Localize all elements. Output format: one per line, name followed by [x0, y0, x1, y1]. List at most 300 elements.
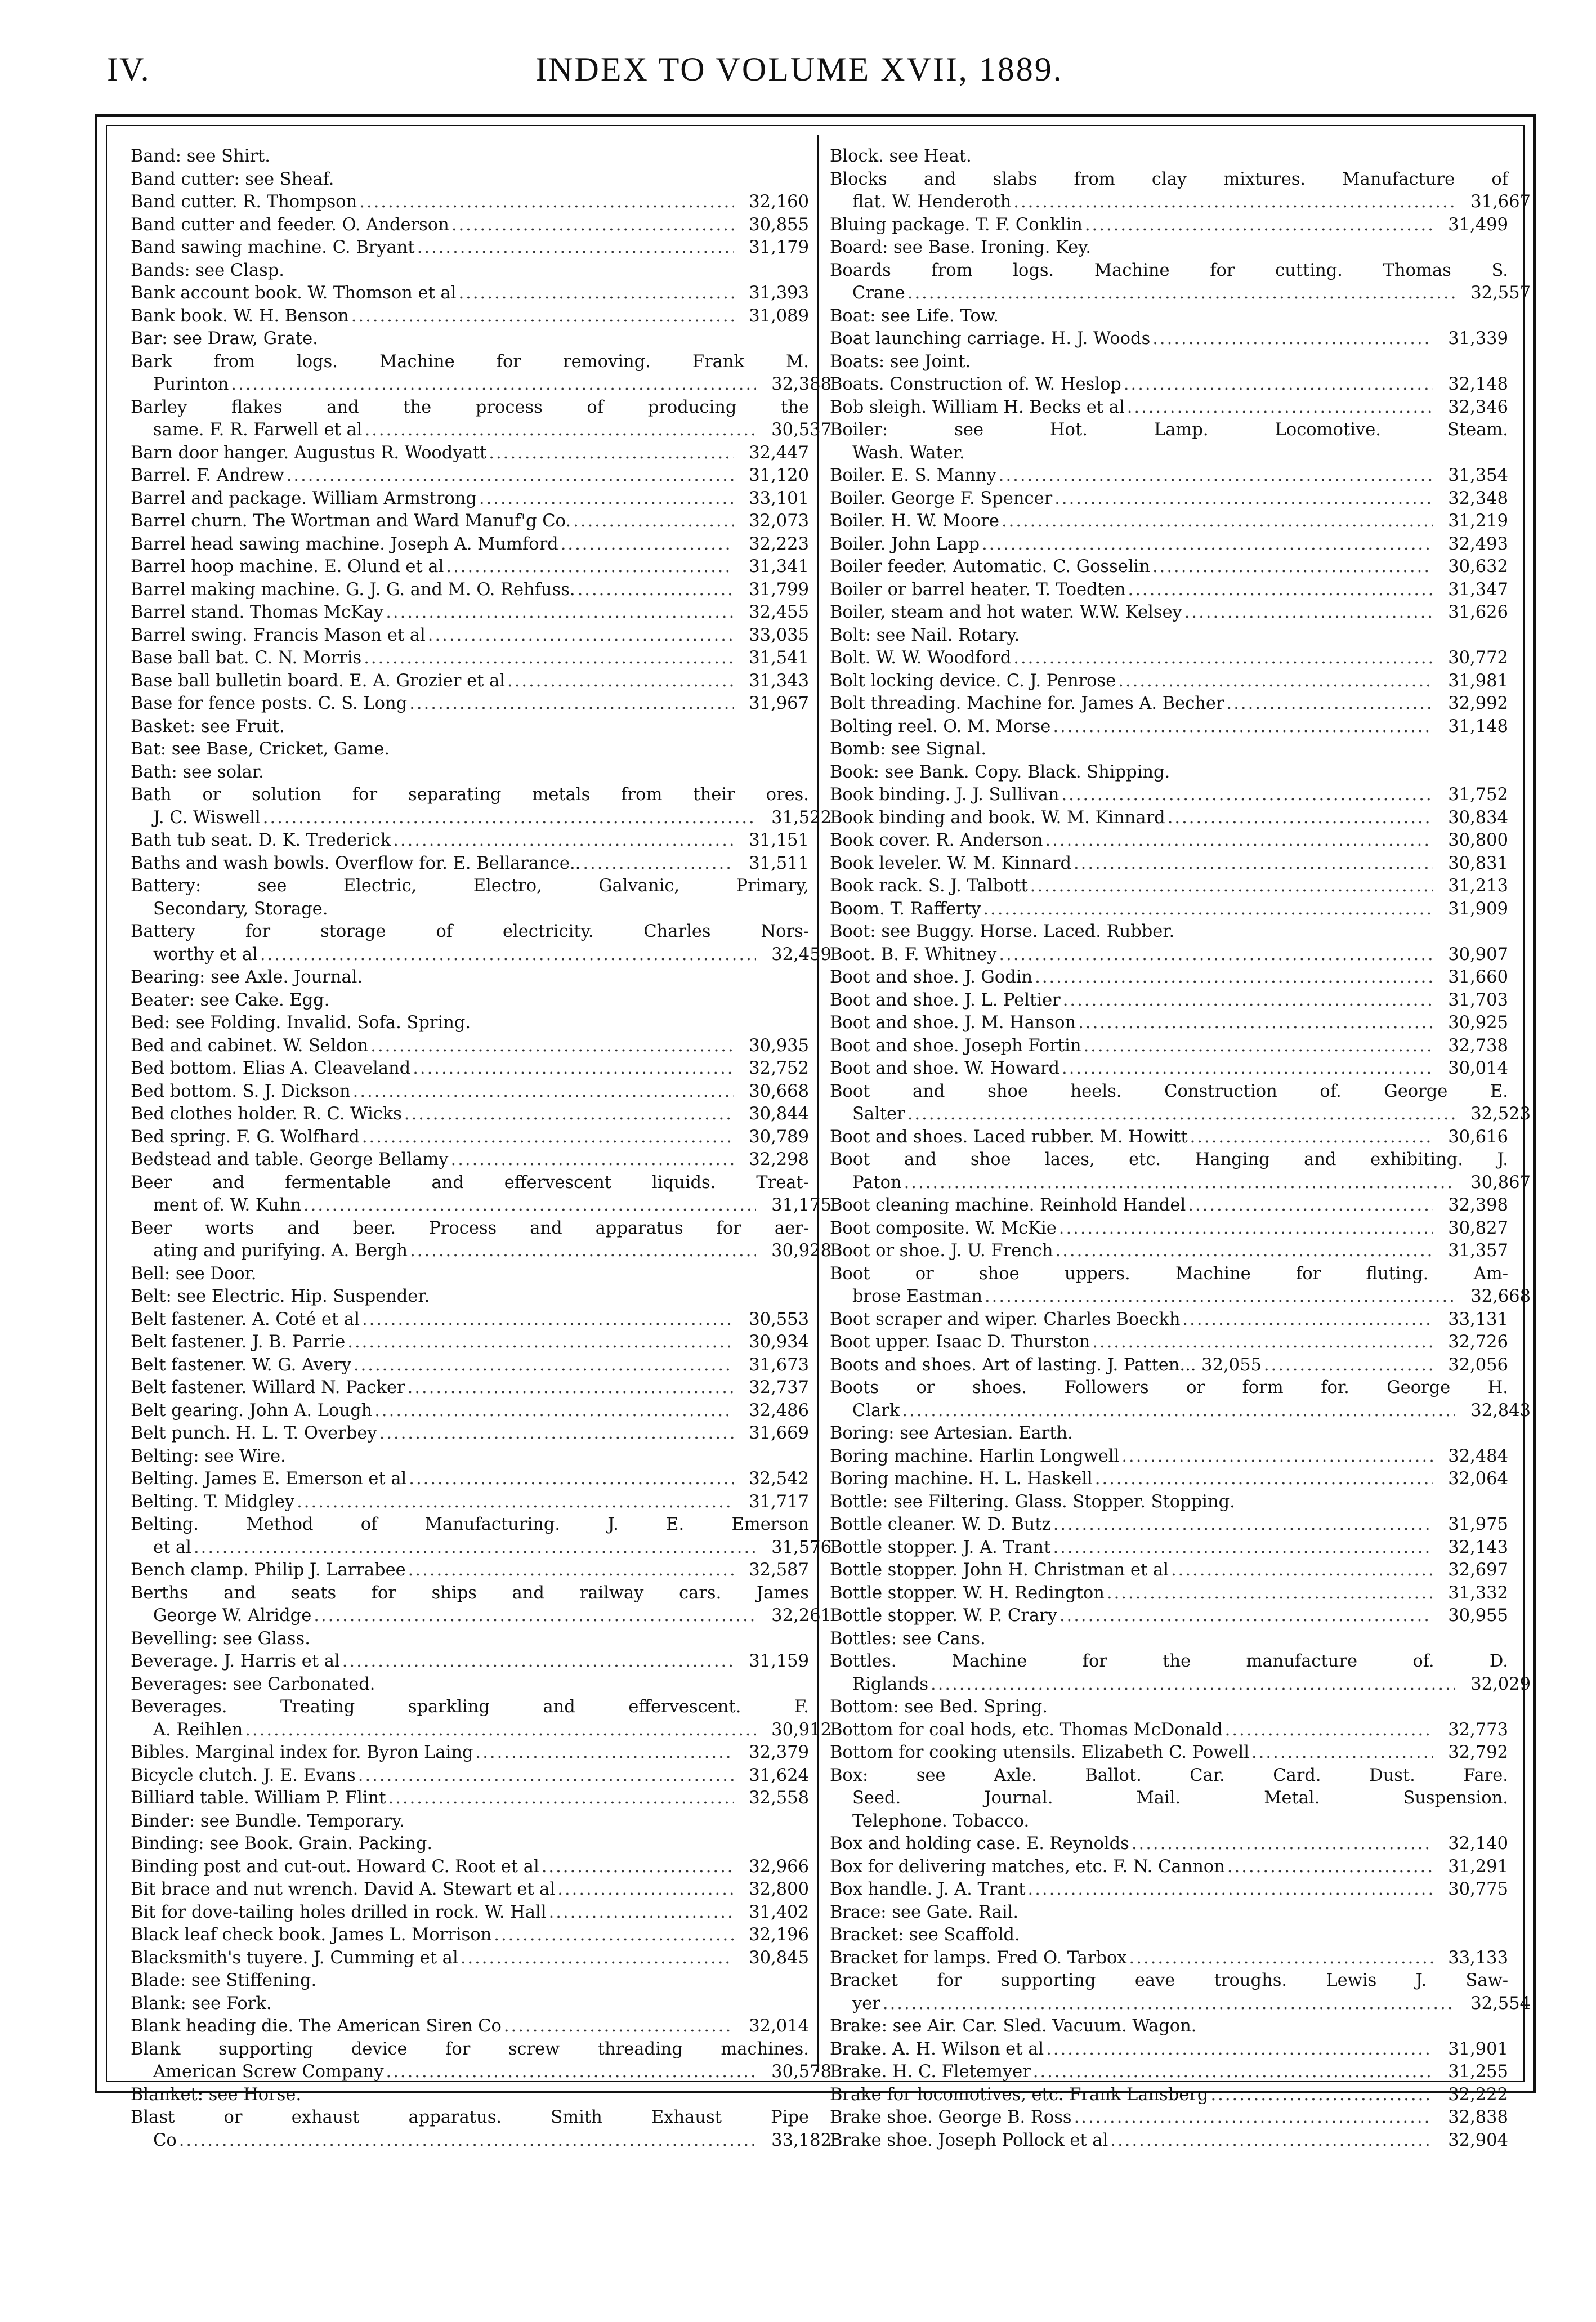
entry-text: Crane: [852, 283, 905, 303]
entry-text: Brake for locomotives, etc. Frank Lansberg: [830, 2084, 1209, 2105]
patent-number: 32,447: [749, 443, 809, 463]
entry-text: Box handle. J. A. Trant: [830, 1879, 1026, 1899]
index-entry: [830, 1947, 1508, 1970]
patent-number: 31,402: [749, 1902, 809, 1922]
patent-number: 32,587: [749, 1560, 809, 1580]
leader-dots: [476, 1742, 734, 1765]
entry-text: Boat launching carriage. H. J. Woods: [830, 329, 1151, 349]
cross-reference: Bell: see Door.: [131, 1263, 257, 1284]
index-entry: [131, 2015, 809, 2038]
index-entry: [131, 1559, 809, 1582]
leader-dots: [1227, 1856, 1433, 1879]
entry-text: J. C. Wiswell: [153, 807, 261, 828]
index-entry: [131, 191, 809, 214]
index-entry: [830, 944, 1508, 967]
leader-dots: [1182, 1309, 1433, 1332]
index-entry: [830, 693, 1508, 716]
entry-text: Boot and shoe. J. Godin: [830, 967, 1033, 987]
index-entry-line: Beer worts and beer. Process and apparatus for aer-: [131, 1218, 809, 1238]
leader-dots: [353, 1080, 734, 1104]
patent-number: 32,140: [1448, 1834, 1508, 1854]
index-entry: [131, 1901, 809, 1924]
patent-number: 30,912: [771, 1720, 831, 1740]
index-entry: [131, 1787, 809, 1810]
cross-reference: Block. see Heat.: [830, 146, 972, 166]
index-entry: [830, 1103, 1531, 1126]
patent-number: 31,219: [1448, 511, 1508, 531]
patent-number: 30,928: [771, 1241, 831, 1261]
entry-text: Bedstead and table. George Bellamy: [131, 1150, 449, 1169]
entry-text: Bit for dove-tailing holes drilled in rock. W. Hall: [131, 1902, 547, 1922]
leader-dots: [446, 556, 734, 579]
patent-number: 31,660: [1448, 967, 1508, 987]
patent-number: 31,499: [1448, 215, 1508, 235]
patent-number: 31,179: [749, 238, 809, 257]
leader-dots: [1053, 1537, 1433, 1560]
index-entry-line: Beverages. Treating sparkling and effervescent. F.: [131, 1697, 809, 1717]
index-entry: [131, 1194, 831, 1217]
entry-text: Box and holding case. E. Reynolds: [830, 1834, 1129, 1854]
entry-text: American Screw Company: [153, 2062, 384, 2082]
index-entry: [830, 852, 1508, 876]
entry-text: Boiler. H. W. Moore: [830, 511, 999, 531]
entry-text: Bluing package. T. F. Conklin: [830, 215, 1083, 235]
patent-number: 30,632: [1448, 557, 1508, 577]
leader-dots: [388, 1787, 734, 1810]
leader-dots: [404, 1103, 734, 1126]
entry-text: Blacksmith's tuyere. J. Cumming et al: [131, 1948, 458, 1968]
leader-dots: [1061, 784, 1433, 807]
entry-text: Beverage. J. Harris et al: [131, 1651, 340, 1671]
entry-text: Barrel churn. The Wortman and Ward Manuf'g Co.: [131, 511, 571, 531]
leader-dots: [557, 1878, 734, 1901]
leader-dots: [1210, 2084, 1433, 2107]
entry-text: Clark: [852, 1400, 900, 1421]
entry-text: Baths and wash bowls. Overflow for. E. Bellarance..: [131, 853, 581, 873]
leader-dots: [504, 2015, 734, 2038]
leader-dots: [297, 1491, 734, 1514]
leader-dots: [1251, 1742, 1433, 1765]
patent-number: 30,827: [1448, 1218, 1508, 1238]
leader-dots: [507, 670, 734, 693]
leader-dots: [1095, 1468, 1433, 1491]
cross-reference: Band cutter: see Sheaf.: [131, 169, 334, 189]
entry-text: Boot or shoe. J. U. French: [830, 1241, 1053, 1261]
leader-dots: [999, 465, 1433, 488]
leader-dots: [364, 647, 734, 670]
index-entry: [830, 647, 1508, 670]
entry-text: Boring machine. Harlin Longwell: [830, 1446, 1120, 1466]
entry-text: Bibles. Marginal index for. Byron Laing: [131, 1743, 473, 1762]
leader-dots: [413, 1057, 734, 1080]
entry-text: Book rack. S. J. Talbott: [830, 876, 1028, 896]
cross-reference: Blank: see Fork.: [131, 1993, 272, 2013]
patent-number: 30,834: [1448, 807, 1508, 828]
entry-text: Bottle cleaner. W. D. Butz: [830, 1515, 1051, 1534]
patent-number: 31,354: [1448, 466, 1508, 485]
leader-dots: [1053, 716, 1433, 739]
index-column-left: [131, 145, 831, 2152]
entry-text: Bottle stopper. W. H. Redington: [830, 1583, 1105, 1603]
index-entry: [830, 1605, 1508, 1628]
index-entry: [131, 579, 809, 602]
leader-dots: [1054, 488, 1433, 511]
leader-dots: [417, 236, 734, 260]
patent-number: 32,298: [749, 1150, 809, 1169]
index-entry: [830, 1309, 1508, 1332]
index-entry: [131, 670, 809, 693]
entry-text: Barrel making machine. G. J. G. and M. O. Rehfuss.: [131, 579, 575, 600]
entry-text: Book leveler. W. M. Kinnard: [830, 853, 1071, 873]
patent-number: 33,182: [771, 2130, 831, 2150]
entry-text: Paton: [852, 1172, 902, 1193]
entry-text: Boot cleaning machine. Reinhold Handel: [830, 1195, 1186, 1215]
index-entry-line: Blank supporting device for screw threading machines.: [131, 2039, 809, 2059]
patent-number: 30,845: [749, 1948, 809, 1968]
patent-number: 32,752: [749, 1059, 809, 1078]
cross-reference: Secondary, Storage.: [153, 899, 328, 919]
entry-text: Book binding. J. J. Sullivan: [830, 785, 1059, 805]
index-entry: [830, 1468, 1508, 1491]
patent-number: 31,967: [749, 694, 809, 713]
index-entry: [830, 1445, 1508, 1468]
index-entry-line: Beer and fermentable and effervescent liquids. Treat-: [131, 1172, 809, 1193]
leader-dots: [263, 807, 756, 830]
patent-number: 32,738: [1448, 1035, 1508, 1056]
index-entry: [131, 1491, 809, 1514]
patent-number: 32,992: [1448, 694, 1508, 713]
entry-text: Boot and shoe. J. L. Peltier: [830, 990, 1061, 1010]
entry-text: Belt punch. H. L. T. Overbey: [131, 1423, 377, 1443]
index-entry: [131, 1468, 809, 1491]
entry-text: Belt fastener. Willard N. Packer: [131, 1378, 405, 1397]
cross-reference: Boat: see Life. Tow.: [830, 306, 999, 326]
index-entry: [830, 1035, 1508, 1058]
entry-text: Bed spring. F. G. Wolfhard: [131, 1127, 360, 1147]
patent-number: 30,578: [771, 2062, 831, 2082]
leader-dots: [902, 1400, 1455, 1423]
cross-reference: Band: see Shirt.: [131, 146, 271, 166]
index-entry: [131, 1057, 809, 1080]
entry-text: worthy et al: [153, 944, 258, 964]
cross-reference: Bat: see Base, Cricket, Game.: [131, 739, 390, 759]
index-entry: [131, 214, 809, 237]
leader-dots: [1168, 807, 1433, 830]
patent-number: 32,261: [771, 1606, 831, 1626]
index-entry: [830, 716, 1508, 739]
entry-text: Bottom for coal hods, etc. Thomas McDonald: [830, 1720, 1223, 1740]
entry-text: Black leaf check book. James L. Morrison: [131, 1925, 492, 1945]
index-entry: [830, 373, 1508, 396]
cross-reference: Wash. Water.: [852, 443, 965, 463]
index-entry: [131, 1650, 809, 1673]
entry-text: Barrel. F. Andrew: [131, 466, 284, 485]
entry-text: Brake. A. H. Wilson et al: [830, 2039, 1044, 2059]
patent-number: 30,789: [749, 1127, 809, 1147]
leader-dots: [1132, 1833, 1433, 1856]
entry-text: Bottle stopper. W. P. Crary: [830, 1606, 1057, 1626]
patent-number: 32,056: [1448, 1355, 1508, 1375]
index-entry: [131, 944, 831, 967]
cross-reference: Book: see Bank. Copy. Black. Shipping.: [830, 762, 1170, 782]
patent-number: 30,935: [749, 1035, 809, 1056]
patent-number: 31,089: [749, 306, 809, 326]
index-entry: [131, 442, 809, 465]
entry-text: Book binding and book. W. M. Kinnard: [830, 807, 1165, 828]
index-entry: [830, 1400, 1531, 1423]
entry-text: Boot and shoes. Laced rubber. M. Howitt: [830, 1127, 1188, 1147]
leader-dots: [1118, 670, 1433, 693]
leader-dots: [179, 2129, 756, 2153]
entry-text: Bench clamp. Philip J. Larrabee: [131, 1560, 406, 1580]
index-entry: [131, 1400, 809, 1423]
leader-dots: [982, 533, 1433, 556]
index-entry: [830, 282, 1531, 305]
patent-number: 31,975: [1448, 1515, 1508, 1534]
index-entry: [131, 1377, 809, 1400]
patent-number: 32,557: [1470, 283, 1531, 303]
patent-number: 32,222: [1448, 2084, 1508, 2105]
index-entry: [131, 1309, 809, 1332]
patent-number: 32,196: [749, 1925, 809, 1945]
entry-text: Belting. James E. Emerson et al: [131, 1469, 407, 1489]
index-entry: [131, 305, 809, 328]
cross-reference: Bomb: see Signal.: [830, 739, 987, 759]
index-entry: [131, 693, 809, 716]
leader-dots: [1129, 1947, 1433, 1970]
patent-number: 31,669: [749, 1423, 809, 1443]
entry-text: Boiler. E. S. Manny: [830, 466, 996, 485]
patent-number: 32,346: [1448, 397, 1508, 417]
patent-number: 31,752: [1448, 785, 1508, 805]
patent-number: 30,934: [749, 1332, 809, 1352]
cross-reference: Brace: see Gate. Rail.: [830, 1902, 1019, 1922]
patent-number: 32,966: [749, 1856, 809, 1877]
leader-dots: [358, 1765, 734, 1788]
index-entry: [131, 282, 809, 305]
entry-text: Bolt threading. Machine for. James A. Becher: [830, 694, 1224, 713]
patent-number: 31,541: [749, 648, 809, 668]
entry-text: Boot scraper and wiper. Charles Boeckh: [830, 1309, 1181, 1329]
patent-number: 31,213: [1448, 876, 1508, 896]
entry-text: Bracket for lamps. Fred O. Tarbox: [830, 1948, 1127, 1968]
cross-reference: Telephone. Tobacco.: [852, 1811, 1030, 1831]
index-entry-line: Bark from logs. Machine for removing. Frank M.: [131, 351, 809, 372]
leader-dots: [1085, 214, 1433, 237]
index-entry-line: Battery for storage of electricity. Charles Nors-: [131, 922, 809, 941]
entry-text: Belt fastener. W. G. Avery: [131, 1355, 351, 1375]
index-entry: [830, 214, 1508, 237]
entry-text: ating and purifying. A. Bergh: [153, 1241, 408, 1261]
index-entry-line: Boiler: see Hot. Lamp. Locomotive. Steam.: [830, 420, 1508, 440]
entry-text: Barrel head sawing machine. Joseph A. Mumford: [131, 534, 558, 554]
patent-number: 31,703: [1448, 990, 1508, 1010]
cross-reference: Bracket: see Scaffold.: [830, 1925, 1020, 1945]
entry-text: Base ball bat. C. N. Morris: [131, 648, 362, 668]
patent-number: 33,035: [749, 625, 809, 645]
patent-number: 31,291: [1448, 1856, 1508, 1877]
leader-dots: [931, 1673, 1455, 1696]
index-entry: [131, 1742, 809, 1765]
entry-text: A. Reihlen: [153, 1720, 243, 1740]
entry-text: Brake shoe. George B. Ross: [830, 2107, 1072, 2127]
entry-text: Belting. T. Midgley: [131, 1492, 295, 1512]
leader-dots: [287, 465, 734, 488]
index-entry: [131, 556, 809, 579]
leader-dots: [479, 488, 734, 511]
index-entry: [131, 1422, 809, 1445]
index-entry: [830, 396, 1508, 419]
patent-number: 30,955: [1448, 1606, 1508, 1626]
leader-dots: [359, 191, 734, 214]
entry-text: Boring machine. H. L. Haskell: [830, 1469, 1093, 1489]
patent-number: 31,799: [749, 579, 809, 600]
leader-dots: [904, 1172, 1455, 1195]
index-entry: [830, 1012, 1508, 1035]
index-entry: [131, 510, 809, 533]
patent-number: 30,855: [749, 215, 809, 235]
entry-text: Bob sleigh. William H. Becks et al: [830, 397, 1125, 417]
entry-text: Bank book. W. H. Benson: [131, 306, 349, 326]
cross-reference: Boats: see Joint.: [830, 351, 971, 372]
patent-number: 32,737: [749, 1378, 809, 1397]
index-entry: [131, 236, 809, 260]
patent-number: 31,347: [1448, 579, 1508, 600]
index-entry: [830, 1719, 1508, 1742]
index-entry: [830, 533, 1508, 556]
cross-reference: Brake: see Air. Car. Sled. Vacuum. Wagon.: [830, 2016, 1197, 2036]
leader-dots: [542, 1856, 734, 1879]
patent-number: 31,120: [749, 466, 809, 485]
patent-number: 30,553: [749, 1309, 809, 1329]
index-entry: [830, 2129, 1508, 2153]
cross-reference: Beverages: see Carbonated.: [131, 1674, 375, 1694]
index-entry: [830, 1742, 1508, 1765]
cross-reference: Binding: see Book. Grain. Packing.: [131, 1834, 433, 1854]
leader-dots: [985, 1285, 1455, 1309]
entry-text: Boot. B. F. Whitney: [830, 944, 997, 964]
patent-number: 32,379: [749, 1743, 809, 1762]
cross-reference: Bearing: see Axle. Journal.: [131, 967, 363, 987]
page-header: [107, 50, 1492, 89]
entry-text: Bed and cabinet. W. Seldon: [131, 1035, 369, 1056]
cross-reference: Bevelling: see Glass.: [131, 1628, 310, 1649]
entry-text: brose Eastman: [852, 1287, 982, 1306]
entry-text: Bottom for cooking utensils. Elizabeth C. Powell: [830, 1743, 1250, 1762]
leader-dots: [907, 282, 1455, 305]
index-entry: [830, 2061, 1508, 2084]
index-entry: [830, 2038, 1508, 2061]
entry-text: Boiler, steam and hot water. W.W. Kelsey: [830, 602, 1182, 622]
cross-reference: Beater: see Cake. Egg.: [131, 990, 330, 1010]
patent-number: 32,348: [1448, 488, 1508, 508]
patent-number: 30,867: [1470, 1172, 1531, 1193]
patent-number: 31,981: [1448, 671, 1508, 691]
index-entry-line: Boards from logs. Machine for cutting. Thomas S.: [830, 260, 1508, 280]
index-entry: [830, 488, 1508, 511]
patent-number: 30,537: [771, 420, 831, 440]
patent-number: 32,904: [1448, 2130, 1508, 2150]
patent-number: 31,341: [749, 557, 809, 577]
entry-text: Billiard table. William P. Flint: [131, 1788, 386, 1808]
index-entry-line: Bottles. Machine for the manufacture of. D.: [830, 1651, 1508, 1671]
leader-dots: [1074, 2106, 1433, 2129]
leader-dots: [1107, 1582, 1433, 1605]
patent-number: 32,773: [1448, 1720, 1508, 1740]
leader-dots: [1171, 1559, 1433, 1582]
leader-dots: [1110, 2129, 1433, 2153]
leader-dots: [1078, 1012, 1433, 1035]
patent-number: 32,558: [749, 1788, 809, 1808]
index-entry: [131, 1035, 809, 1058]
index-entry: [131, 1354, 809, 1377]
patent-number: 32,459: [771, 944, 831, 964]
patent-number: 32,792: [1448, 1743, 1508, 1762]
patent-number: 31,624: [749, 1765, 809, 1785]
leader-dots: [461, 1947, 734, 1970]
leader-dots: [1062, 1057, 1433, 1080]
leader-dots: [907, 1103, 1455, 1126]
patent-number: 31,511: [749, 853, 809, 873]
entry-text: Boot upper. Isaac D. Thurston: [830, 1332, 1090, 1352]
index-entry: [830, 1126, 1508, 1149]
entry-text: Barrel and package. William Armstrong: [131, 488, 477, 508]
patent-number: 31,576: [771, 1537, 831, 1557]
entry-text: Boot and shoe. Joseph Fortin: [830, 1035, 1081, 1056]
entry-text: Bit brace and nut wrench. David A. Stewart et al: [131, 1879, 556, 1899]
leader-dots: [983, 898, 1433, 921]
leader-dots: [1152, 328, 1433, 351]
entry-text: Boot and shoe. W. Howard: [830, 1059, 1059, 1078]
entry-text: Bolt. W. W. Woodford: [830, 648, 1012, 668]
index-entry: [830, 1331, 1508, 1354]
leader-dots: [578, 579, 734, 602]
index-entry: [830, 1354, 1508, 1377]
patent-number: 31,393: [749, 283, 809, 303]
leader-dots: [1184, 601, 1433, 624]
leader-dots: [379, 1422, 734, 1445]
leader-dots: [1063, 989, 1433, 1012]
leader-dots: [1046, 2038, 1433, 2061]
patent-number: 31,343: [749, 671, 809, 691]
entry-text: et al: [153, 1537, 191, 1557]
cross-reference: Bar: see Draw, Grate.: [131, 329, 318, 349]
entry-text: Bolt locking device. C. J. Penrose: [830, 671, 1116, 691]
leader-dots: [393, 829, 734, 852]
leader-dots: [573, 510, 734, 533]
index-entry: [131, 465, 809, 488]
patent-number: 31,148: [1448, 716, 1508, 736]
leader-dots: [1124, 373, 1433, 396]
leader-dots: [1083, 1035, 1433, 1058]
cross-reference: Bed: see Folding. Invalid. Sofa. Spring.: [131, 1013, 471, 1033]
index-entry: [131, 488, 809, 511]
patent-number: 32,064: [1448, 1469, 1508, 1489]
index-entry-line: Boot or shoe uppers. Machine for fluting. Am-: [830, 1263, 1508, 1284]
entry-text: flat. W. Henderoth: [852, 192, 1012, 212]
cross-reference: Bottle: see Filtering. Glass. Stopper. Stopping.: [830, 1492, 1235, 1512]
leader-dots: [1121, 1445, 1433, 1468]
entry-text: Brake shoe. Joseph Pollock et al: [830, 2130, 1108, 2150]
index-entry: [131, 852, 809, 876]
cross-reference: Bands: see Clasp.: [131, 260, 284, 280]
leader-dots: [351, 305, 734, 328]
patent-number: 30,907: [1448, 944, 1508, 964]
patent-number: 32,148: [1448, 374, 1508, 394]
index-entry: [131, 1878, 809, 1901]
cross-reference: Boring: see Artesian. Earth.: [830, 1423, 1073, 1443]
patent-number: 30,925: [1448, 1013, 1508, 1033]
